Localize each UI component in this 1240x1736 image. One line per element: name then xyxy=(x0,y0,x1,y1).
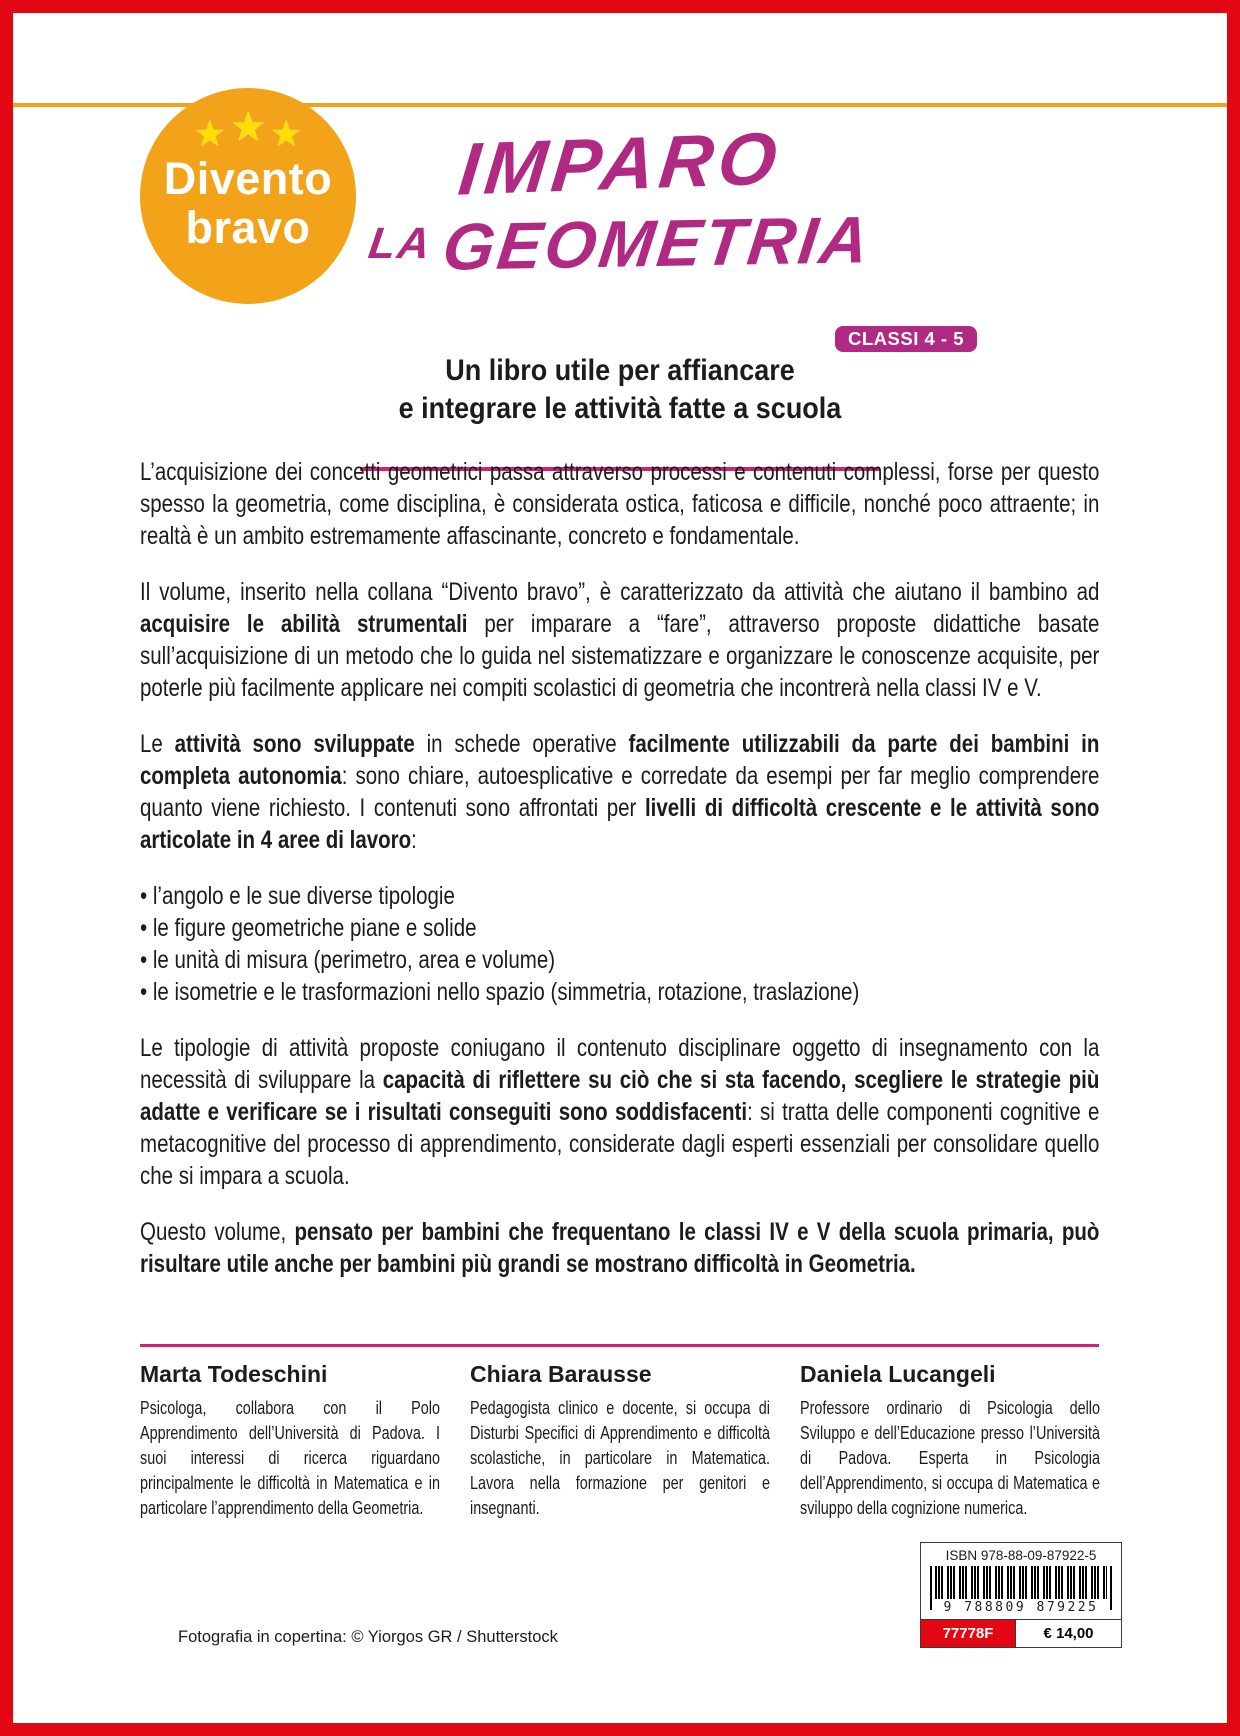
book-title xyxy=(0,116,1240,284)
author-name: Marta Todeschini xyxy=(140,1361,328,1387)
series-name-line1: Divento xyxy=(163,153,333,204)
bullet-list xyxy=(140,880,1099,1008)
bullet-item: • le unità di misura (perimetro, area e volume) xyxy=(140,944,1099,976)
price-row xyxy=(921,1619,1121,1647)
author-column xyxy=(140,1360,440,1521)
star-icon: ★ xyxy=(270,113,303,154)
product-code: 77778F xyxy=(921,1620,1015,1647)
bullet-item: • l’angolo e le sue diverse tipologie xyxy=(140,880,1099,912)
title-article: LA xyxy=(365,219,436,268)
author-column xyxy=(800,1360,1100,1521)
author-bio: Psicologa, collabora con il Polo Apprendimento dell’Università di Padova. I suoi interessi di ricerca riguardano principalmente le difficoltà in Matematica e in particolare l’apprendimento della Geometria. xyxy=(140,1398,440,1518)
body-paragraph: Questo volume, pensato per bambini che frequentano le classi IV e V della scuola primaria, può risultare utile anche per bambini più grandi se mostrano difficoltà in Geometria. xyxy=(140,1218,1100,1278)
star-icon: ★ xyxy=(229,103,267,150)
isbn-block xyxy=(920,1542,1122,1648)
body-text xyxy=(140,456,1099,1280)
body-paragraph: Il volume, inserito nella collana “Divento bravo”, è caratterizzato da attività che aiutano il bambino ad acquisire le abilità strumentali per imparare a “fare”, attraverso proposte didattiche basate sull’acquisizione di un metodo che lo guida nel sistematizzare e organizzare le conoscenze acquisite, per poterle più facilmente applicare nei compiti scolastici di geometria che incontrerà nella classi IV e V. xyxy=(140,578,1100,702)
headline xyxy=(62,352,1178,428)
ean-barcode xyxy=(935,1566,1107,1599)
title-subject: GEOMETRIA xyxy=(438,202,876,284)
body-paragraph: Le attività sono sviluppate in schede operative facilmente utilizzabili da parte dei bambini in completa autonomia: sono chiare, autoesplicative e corredate da esempi per far meglio comprendere quanto viene richiesto. I contenuti sono affrontati per livelli di difficoltà crescente e le attività sono articolate in 4 aree di lavoro: xyxy=(140,730,1100,854)
title-line-1: IMPARO xyxy=(454,116,786,211)
isbn-label: ISBN 978-88-09-87922-5 xyxy=(945,1548,1097,1563)
authors-section xyxy=(140,1360,1100,1521)
headline-line2: e integrare le attività fatte a scuola xyxy=(398,392,842,425)
bullet-item: • le isometrie e le trasformazioni nello spazio (simmetria, rotazione, traslazione) xyxy=(140,976,1099,1008)
authors-divider xyxy=(140,1344,1099,1347)
author-bio: Pedagogista clinico e docente, si occupa di Disturbi Specifici di Apprendimento e difficoltà scolastiche, in particolare in Matematica. Lavora nella formazione per genitori e insegnanti. xyxy=(470,1398,770,1518)
body-paragraph: L’acquisizione dei concetti geometrici passa attraverso processi e contenuti complessi, forse per questo spesso la geometria, come disciplina, è considerata ostica, faticosa e difficile, nonché poco attraente; in realtà è un ambito estremamente affascinante, concreto e fondamentale. xyxy=(140,458,1100,550)
author-column xyxy=(470,1360,770,1521)
body-paragraph: Le tipologie di attività proposte coniugano il contenuto disciplinare oggetto di insegnamento con la necessità di sviluppare la capacità di riflettere su ciò che si sta facendo, scegliere le strategie più adatte e verificare se i risultati conseguiti sono soddisfacenti: si tratta delle componenti cognitive e metacognitive del processo di apprendimento, considerate dagli esperti essenziali per consolidare quello che si impara a scuola. xyxy=(140,1034,1100,1190)
title-line-2 xyxy=(0,202,1240,284)
author-name: Chiara Barausse xyxy=(470,1361,652,1387)
author-bio: Professore ordinario di Psicologia dello Sviluppo e dell’Educazione presso l’Università di Padova. Esperta in Psicologia dell’Apprendimento, si occupa di Matematica e sviluppo della cognizione numerica. xyxy=(800,1398,1100,1518)
barcode-digits: 9 788809 879225 xyxy=(943,1600,1099,1615)
photo-credit: Fotografia in copertina: © Yiorgos GR / Shutterstock xyxy=(178,1628,558,1646)
class-level-badge: CLASSI 4 - 5 xyxy=(835,326,977,352)
bullet-item: • le figure geometriche piane e solide xyxy=(140,912,1099,944)
price: € 14,00 xyxy=(1015,1620,1121,1647)
author-name: Daniela Lucangeli xyxy=(800,1361,996,1387)
star-icon: ★ xyxy=(193,113,226,154)
series-name-line2: bravo xyxy=(185,202,311,253)
headline-line1: Un libro utile per affiancare xyxy=(445,354,795,387)
